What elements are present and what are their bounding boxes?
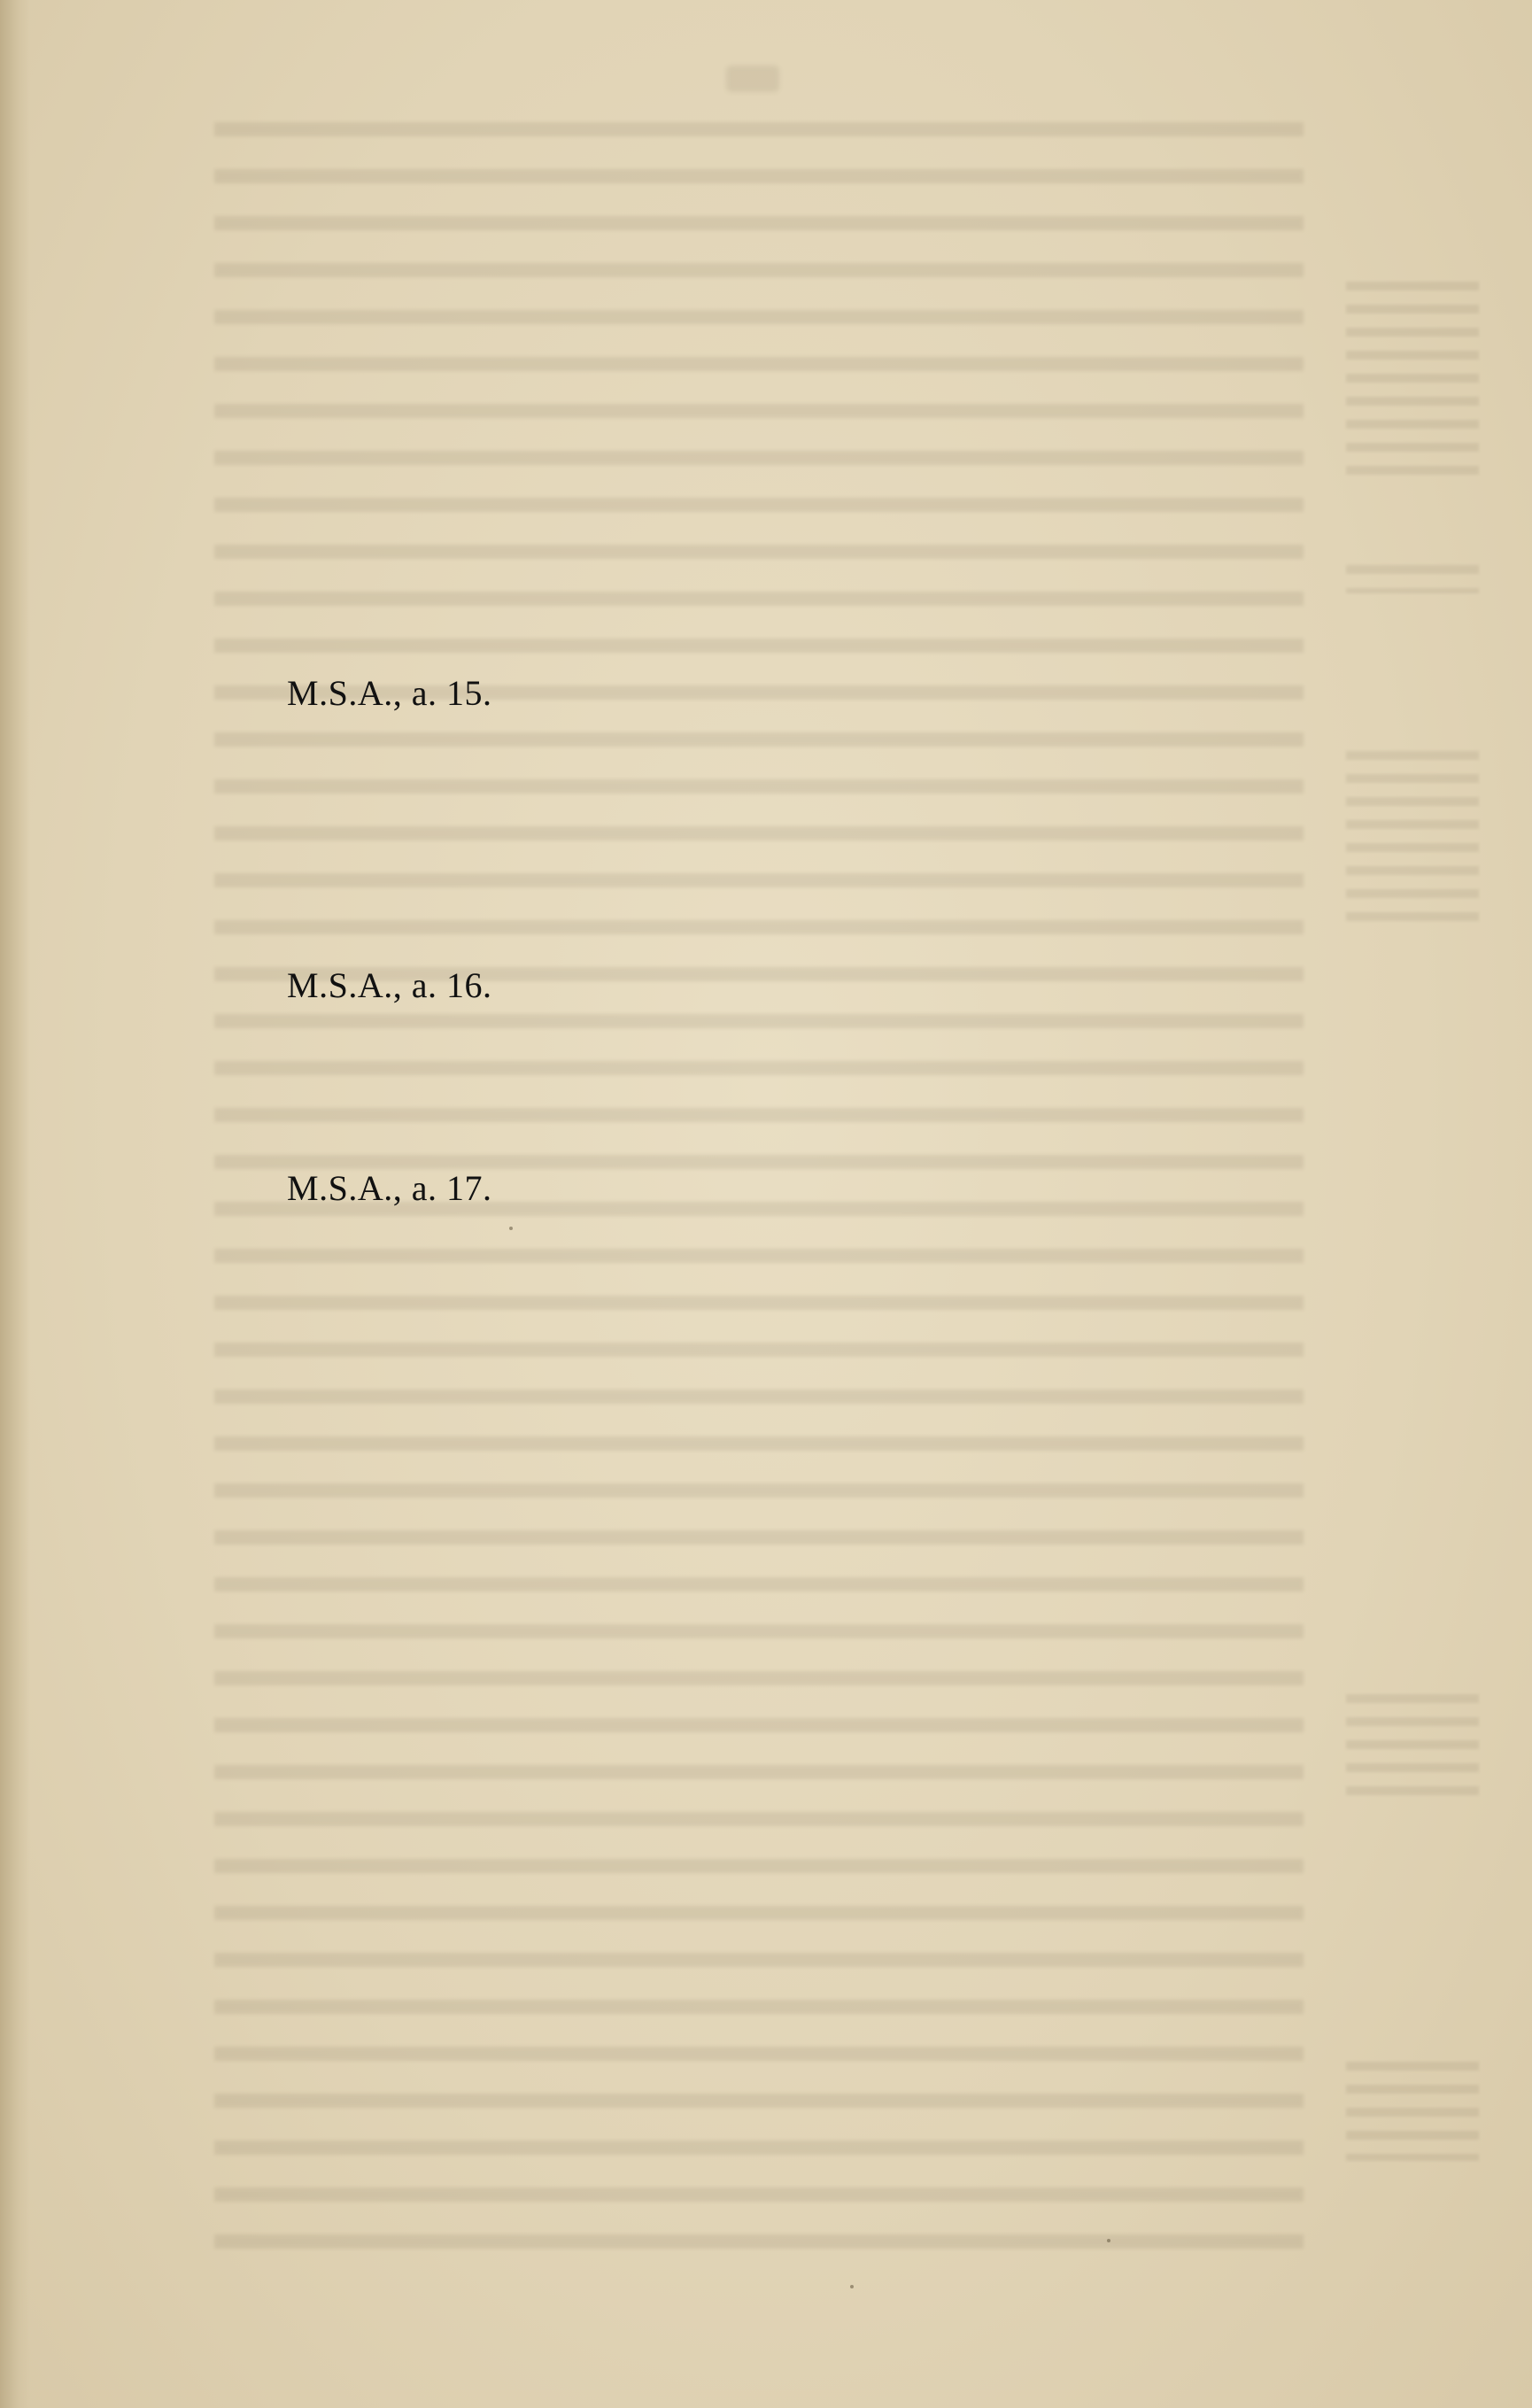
bleed-through-margin-note	[1346, 2055, 1479, 2161]
margin-reference: M.S.A., a. 17.	[287, 1168, 492, 1208]
margin-reference: M.S.A., a. 15.	[287, 673, 492, 713]
binding-shadow	[0, 0, 30, 2408]
margin-reference: M.S.A., a. 16.	[287, 965, 492, 1005]
bleed-through-page-number	[726, 66, 779, 92]
paper-speck	[850, 2285, 854, 2288]
bleed-through-margin-note	[1346, 275, 1479, 487]
bleed-through-margin-note	[1346, 744, 1479, 921]
paper-speck	[509, 1227, 513, 1230]
bleed-through-margin-note	[1346, 558, 1479, 593]
paper-speck	[1107, 2239, 1110, 2242]
bleed-through-margin-note	[1346, 1687, 1479, 1802]
